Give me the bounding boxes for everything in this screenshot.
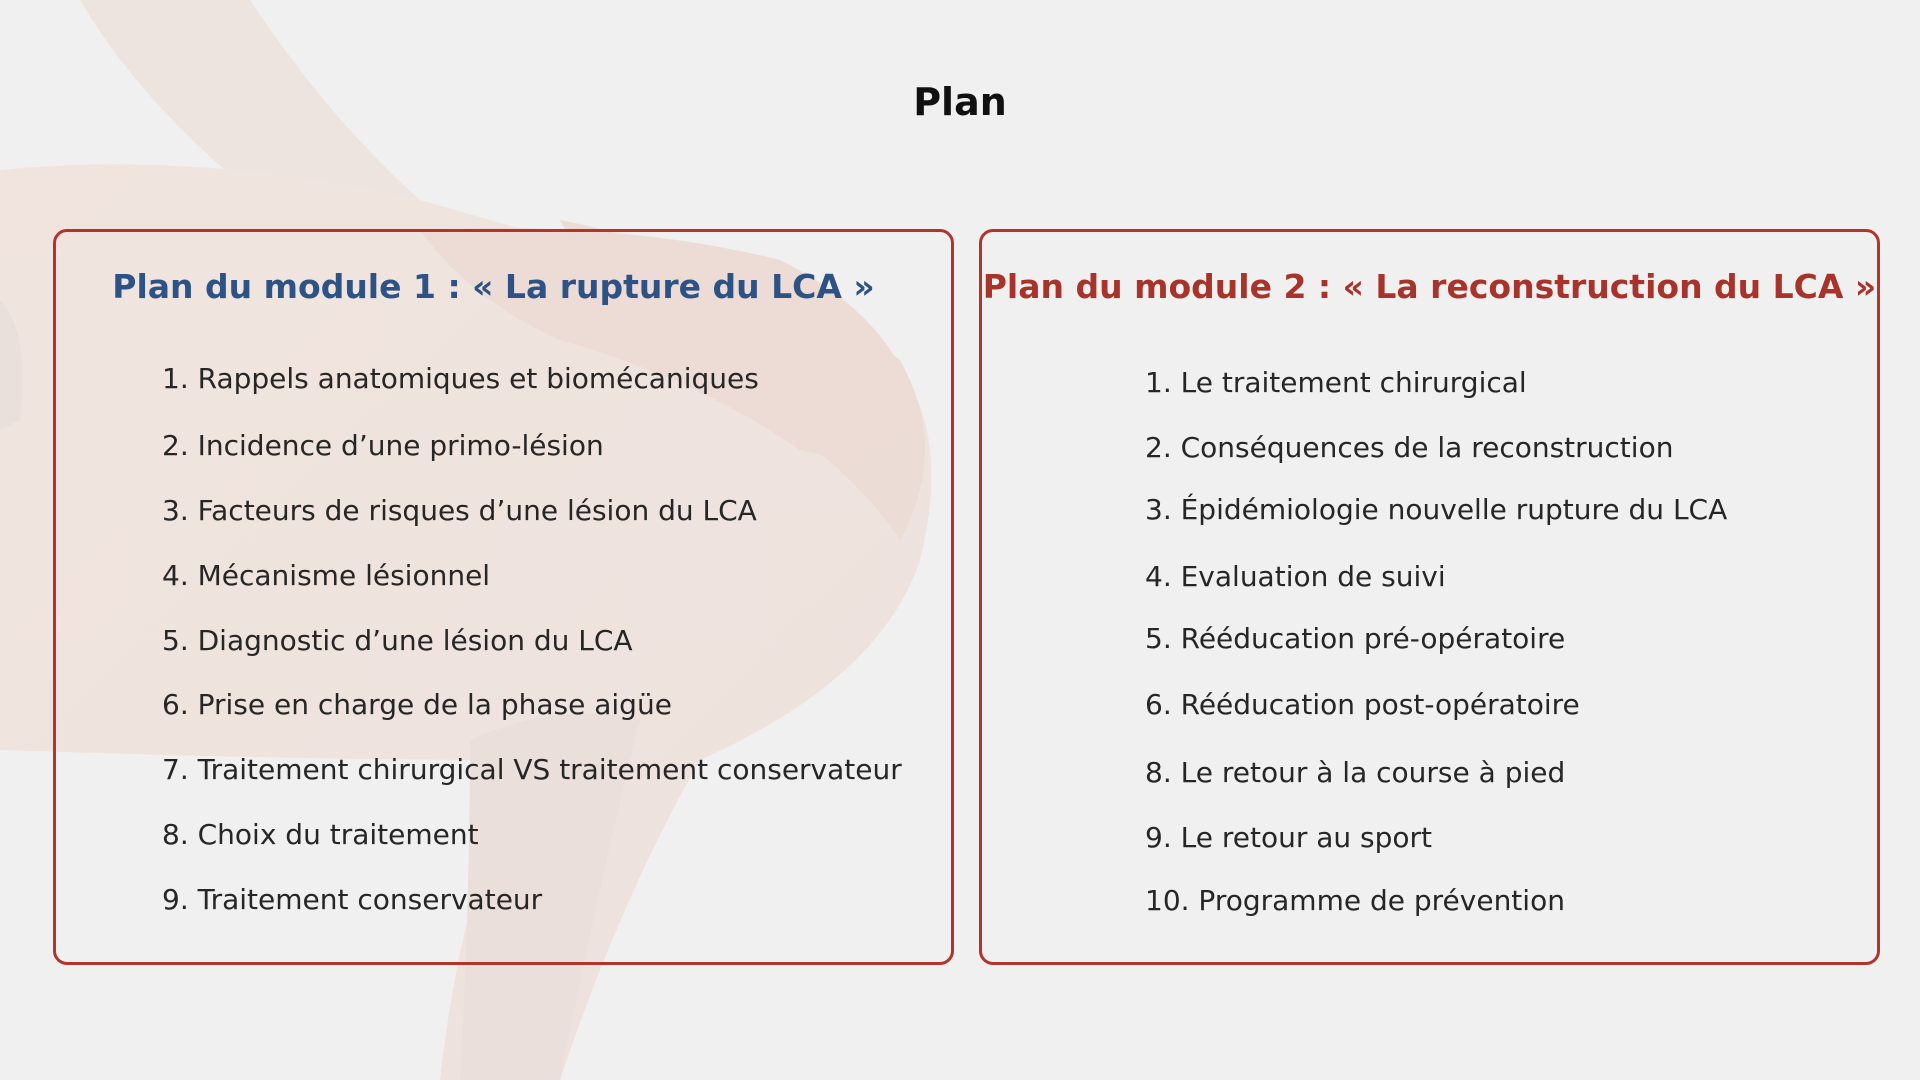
module2-heading: Plan du module 2 : « La reconstruction du LCA » — [982, 267, 1877, 306]
module2-item: 5. Rééducation pré-opératoire — [1145, 622, 1566, 655]
module2-item: 2. Conséquences de la reconstruction — [1145, 431, 1674, 464]
module1-item: 1. Rappels anatomiques et biomécaniques — [162, 362, 759, 395]
module1-item: 3. Facteurs de risques d’une lésion du LCA — [162, 494, 757, 527]
module2-item: 8. Le retour à la course à pied — [1145, 756, 1566, 789]
module2-item: 6. Rééducation post-opératoire — [1145, 688, 1580, 721]
module2-item: 10. Programme de prévention — [1145, 884, 1565, 917]
module1-item: 7. Traitement chirurgical VS traitement conservateur — [162, 753, 902, 786]
module1-panel — [53, 229, 954, 965]
module1-item: 2. Incidence d’une primo-lésion — [162, 429, 604, 462]
module1-item: 5. Diagnostic d’une lésion du LCA — [162, 624, 633, 657]
module1-heading: Plan du module 1 : « La rupture du LCA » — [112, 267, 875, 306]
module2-panel — [979, 229, 1880, 965]
module2-item: 1. Le traitement chirurgical — [1145, 366, 1527, 399]
module1-item: 6. Prise en charge de la phase aigüe — [162, 688, 672, 721]
module2-item: 9. Le retour au sport — [1145, 821, 1433, 854]
module1-item: 8. Choix du traitement — [162, 818, 479, 851]
module2-item: 3. Épidémiologie nouvelle rupture du LCA — [1145, 493, 1728, 526]
page-title: Plan — [913, 80, 1007, 124]
module2-item: 4. Evaluation de suivi — [1145, 560, 1446, 593]
module1-item: 4. Mécanisme lésionnel — [162, 559, 491, 592]
module1-item: 9. Traitement conservateur — [162, 883, 543, 916]
